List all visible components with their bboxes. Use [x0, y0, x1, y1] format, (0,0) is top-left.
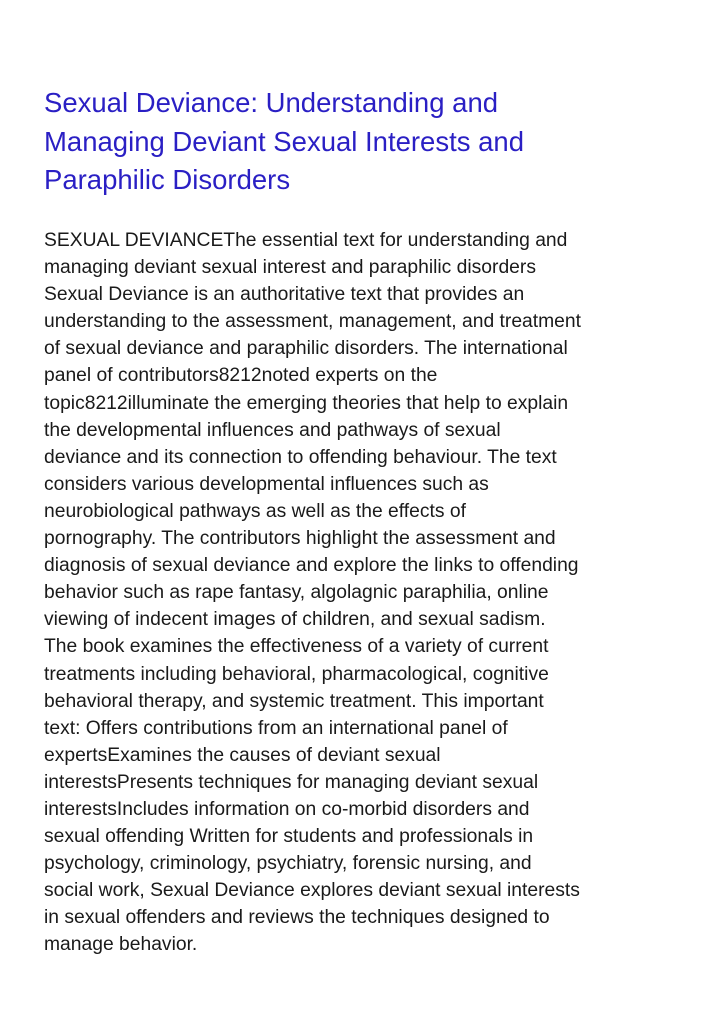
body-line: understanding to the assessment, management, and treatment — [44, 311, 581, 333]
body-line: interestsPresents techniques for managing deviant sexual — [44, 771, 539, 793]
title-line: Paraphilic Disorders — [44, 164, 291, 195]
body-line: neurobiological pathways as well as the effects of — [44, 500, 466, 522]
body-line: sexual offending Written for students and professionals in — [44, 826, 534, 848]
body-line: the developmental influences and pathways of sexual — [44, 419, 501, 441]
title-line: Sexual Deviance: Understanding and — [44, 87, 499, 118]
body-line: Sexual Deviance is an authoritative text that provides an — [44, 284, 525, 306]
body-line: treatments including behavioral, pharmacological, cognitive — [44, 663, 549, 685]
body-line: text: Offers contributions from an international panel of — [44, 717, 508, 739]
body-line: behavioral therapy, and systemic treatment. This important — [44, 690, 544, 712]
body-line: in sexual offenders and reviews the techniques designed to — [44, 907, 550, 929]
body-line: diagnosis of sexual deviance and explore the links to offending — [44, 555, 579, 577]
body-line: topic8212illuminate the emerging theories that help to explain — [44, 392, 569, 414]
body-line: psychology, criminology, psychiatry, forensic nursing, and — [44, 853, 532, 875]
title-line: Managing Deviant Sexual Interests and — [44, 125, 525, 157]
body-line: social work, Sexual Deviance explores deviant sexual interests — [44, 880, 580, 902]
body-line: panel of contributors8212noted experts on the — [44, 365, 438, 387]
body-line: The book examines the effectiveness of a variety of current — [44, 636, 549, 658]
body-line: considers various developmental influences such as — [44, 473, 489, 495]
body-line: pornography. The contributors highlight the assessment and — [44, 528, 556, 550]
document-title — [44, 84, 664, 200]
body-line: SEXUAL DEVIANCEThe essential text for understanding and — [44, 230, 568, 251]
body-line: manage behavior. — [44, 934, 198, 956]
document-body — [44, 227, 684, 959]
body-line: interestsIncludes information on co-morbid disorders and — [44, 798, 530, 820]
body-line: managing deviant sexual interest and paraphilic disorders — [44, 257, 536, 279]
body-line: of sexual deviance and paraphilic disorders. The international — [44, 338, 568, 360]
body-line: behavior such as rape fantasy, algolagnic paraphilia, online — [44, 582, 549, 604]
body-line: viewing of indecent images of children, and sexual sadism. — [44, 609, 546, 631]
body-line: deviance and its connection to offending behaviour. The text — [44, 446, 557, 468]
body-line: expertsExamines the causes of deviant sexual — [44, 744, 441, 766]
